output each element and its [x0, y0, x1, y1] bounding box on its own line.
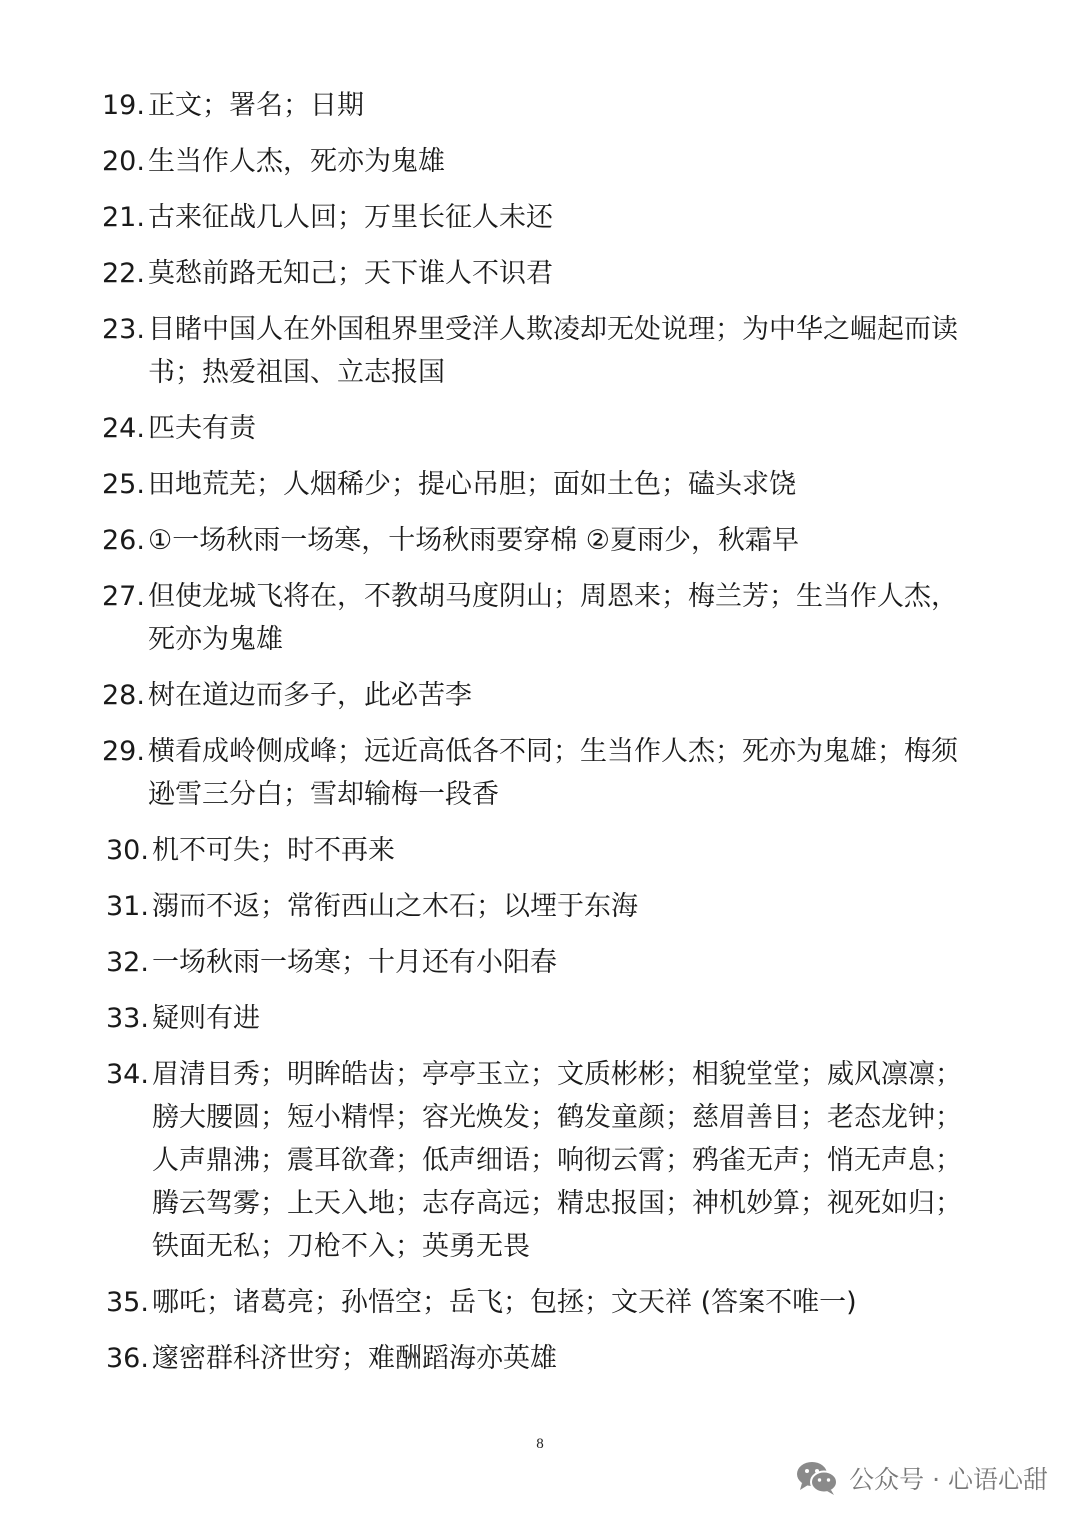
answer-number: 29.	[102, 736, 145, 767]
answer-text: 疑则有进	[152, 1003, 260, 1034]
answer-number: 19.	[102, 90, 145, 121]
answer-text: 溺而不返；常衔西山之木石；以堙于东海	[152, 891, 638, 922]
answer-text: 树在道边而多子，此必苦李	[148, 680, 472, 711]
answer-item	[106, 885, 986, 928]
answer-number: 27.	[102, 581, 145, 612]
answer-item	[102, 407, 982, 450]
answer-number: 28.	[102, 680, 145, 711]
answer-item	[106, 997, 986, 1040]
answer-item	[106, 941, 986, 984]
answer-item	[102, 140, 982, 183]
answer-text: 横看成岭侧成峰；远近高低各不同；生当作人杰；死亦为鬼雄；梅须逊雪三分白；雪却输梅一段香	[148, 736, 958, 810]
answer-number: 24.	[102, 413, 145, 444]
answer-number: 36.	[106, 1343, 149, 1374]
answer-item	[106, 1053, 986, 1268]
answer-item	[102, 308, 982, 394]
answer-text: 正文；署名；日期	[148, 90, 364, 121]
answer-number: 30.	[106, 835, 149, 866]
answer-number: 35.	[106, 1287, 149, 1318]
answer-item	[102, 674, 982, 717]
answer-number: 34.	[106, 1059, 149, 1090]
answer-item	[102, 84, 982, 127]
answer-text: 机不可失；时不再来	[152, 835, 395, 866]
wechat-icon	[795, 1460, 839, 1496]
watermark	[795, 1460, 1048, 1496]
answer-text: 生当作人杰，死亦为鬼雄	[148, 146, 445, 177]
answer-item	[102, 252, 982, 295]
answer-text: ①一场秋雨一场寒，十场秋雨要穿棉 ②夏雨少，秋霜早	[148, 525, 799, 556]
answer-text: 古来征战几人回；万里长征人未还	[148, 202, 553, 233]
answer-item	[106, 1337, 986, 1380]
answer-item	[102, 575, 982, 661]
answer-item	[102, 519, 982, 562]
answer-item	[102, 730, 982, 816]
answer-item	[106, 1281, 986, 1324]
answer-text: 一场秋雨一场寒；十月还有小阳春	[152, 947, 557, 978]
answer-number: 22.	[102, 258, 145, 289]
answer-number: 20.	[102, 146, 145, 177]
answer-item	[102, 196, 982, 239]
answer-number: 33.	[106, 1003, 149, 1034]
answer-item	[106, 829, 986, 872]
answer-text: 哪吒；诸葛亮；孙悟空；岳飞；包拯；文天祥 (答案不唯一)	[152, 1287, 857, 1318]
answer-number: 23.	[102, 314, 145, 345]
watermark-text: 公众号 · 心语心甜	[849, 1465, 1048, 1494]
answer-list	[102, 84, 982, 1393]
answer-text: 但使龙城飞将在，不教胡马度阴山；周恩来；梅兰芳；生当作人杰，死亦为鬼雄	[148, 581, 958, 655]
answer-number: 25.	[102, 469, 145, 500]
answer-text: 匹夫有责	[148, 413, 256, 444]
answer-item	[102, 463, 982, 506]
answer-text: 邃密群科济世穷；难酬蹈海亦英雄	[152, 1343, 557, 1374]
answer-number: 26.	[102, 525, 145, 556]
answer-text: 莫愁前路无知己；天下谁人不识君	[148, 258, 553, 289]
answer-number: 31.	[106, 891, 149, 922]
answer-number: 32.	[106, 947, 149, 978]
page-number: 8	[536, 1436, 544, 1452]
answer-text: 眉清目秀；明眸皓齿；亭亭玉立；文质彬彬；相貌堂堂；威风凛凛；膀大腰圆；短小精悍；容光焕发；鹤发童颜；慈眉善目；老态龙钟；人声鼎沸；震耳欲聋；低声细语；响彻云霄；鸦雀无声；悄无声息；腾云驾雾；上天入地；志存高远；精忠报国；神机妙算；视死如归；铁面无私；刀枪不入；英勇无畏	[152, 1059, 962, 1262]
answer-text: 目睹中国人在外国租界里受洋人欺凌却无处说理；为中华之崛起而读书；热爱祖国、立志报国	[148, 314, 958, 388]
answer-number: 21.	[102, 202, 145, 233]
answer-text: 田地荒芜；人烟稀少；提心吊胆；面如土色；磕头求饶	[148, 469, 796, 500]
